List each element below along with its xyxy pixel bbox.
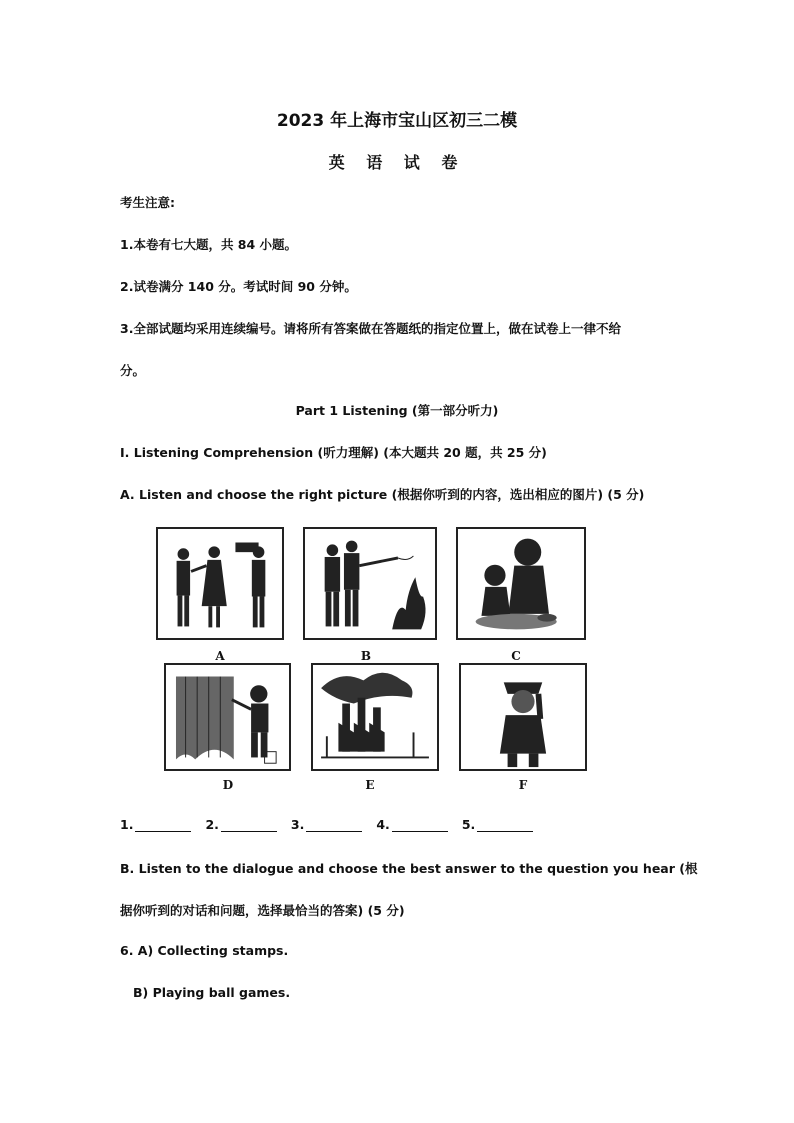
picture-d-painting xyxy=(164,663,291,771)
notice-item: 3.全部试题均采用连续编号。请将所有答案做在答题纸的指定位置上，做在试卷上一律不给 xyxy=(120,321,621,336)
picture-b-firefighters xyxy=(303,527,437,640)
answer-item[interactable] xyxy=(376,817,447,832)
answer-item[interactable] xyxy=(291,817,362,832)
answer-blank[interactable] xyxy=(306,818,362,832)
notice-item: 1.本卷有七大题，共 84 小题。 xyxy=(120,237,298,252)
picture-e-factory xyxy=(311,663,439,771)
answer-blank[interactable] xyxy=(477,818,533,832)
notice-item: 2.试卷满分 140 分。考试时间 90 分钟。 xyxy=(120,279,357,294)
exam-title: 2023 年上海市宝山区初三二模 xyxy=(276,111,518,131)
answer-blank[interactable] xyxy=(392,818,448,832)
question-6-option-b: B) Playing ball games. xyxy=(133,985,291,1000)
picture-letter: A xyxy=(215,649,225,663)
part-heading: Part 1 Listening (第一部分听力) xyxy=(295,403,499,418)
notice-heading: 考生注意: xyxy=(120,195,175,210)
section-heading: I. Listening Comprehension (听力理解) (本大题共 20 题，共 25 分) xyxy=(120,445,547,460)
picture-letter: E xyxy=(365,778,375,792)
answer-item[interactable] xyxy=(120,817,191,832)
question-6-option-a: 6. A) Collecting stamps. xyxy=(120,943,289,958)
answer-blank[interactable] xyxy=(221,818,277,832)
answer-number: 4. xyxy=(376,817,390,832)
answer-number: 2. xyxy=(205,817,219,832)
answer-item[interactable] xyxy=(462,817,533,832)
answer-number: 3. xyxy=(290,817,305,832)
picture-f-police-officer xyxy=(459,663,587,771)
picture-a-interview xyxy=(156,527,284,640)
answer-blanks xyxy=(120,817,533,832)
section-b-instruction: B. Listen to the dialogue and choose the best answer to the question you hear (根 xyxy=(120,861,698,876)
answer-blank[interactable] xyxy=(135,818,191,832)
answer-number: 5. xyxy=(461,817,476,832)
section-a-instruction: A. Listen and choose the right picture (根据你听到的内容，选出相应的图片) (5 分) xyxy=(120,487,645,502)
picture-letter: D xyxy=(222,778,234,792)
picture-letter: B xyxy=(360,649,372,663)
answer-number: 1. xyxy=(120,817,134,832)
section-b-instruction-cont: 据你听到的对话和问题，选择最恰当的答案) (5 分) xyxy=(120,903,405,918)
picture-letter: F xyxy=(518,778,528,792)
answer-item[interactable] xyxy=(205,817,276,832)
picture-letter: C xyxy=(511,649,521,663)
exam-subtitle: 英 语 试 卷 xyxy=(328,153,466,172)
notice-item: 分。 xyxy=(120,363,146,378)
picture-c-mother-child xyxy=(456,527,586,640)
